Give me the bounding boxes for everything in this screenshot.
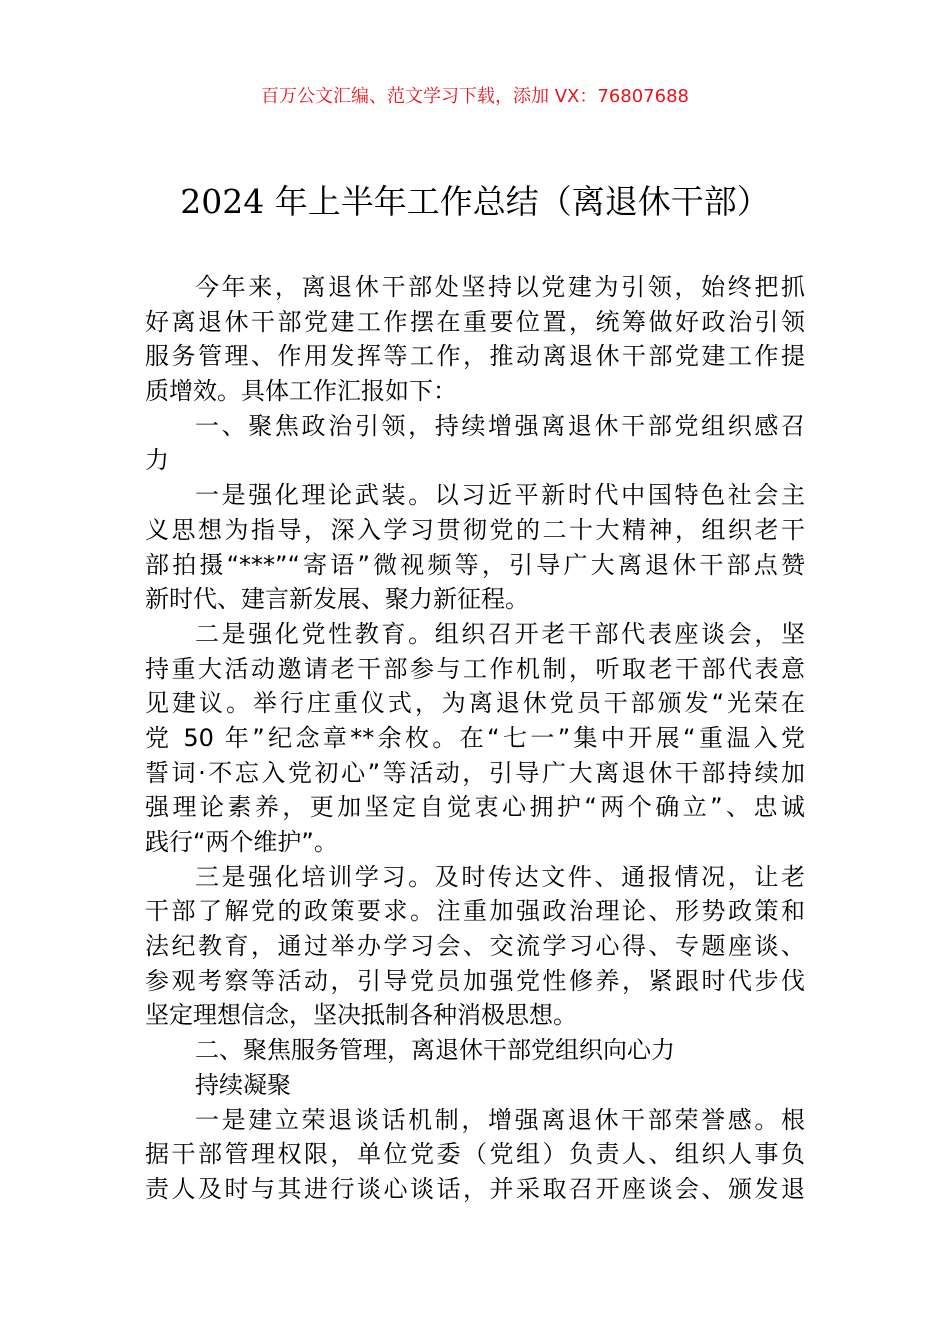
text-line: 干部了解党的政策要求。注重加强政治理论、形势政策和 [145,897,805,926]
text-line: 一是建立荣退谈话机制，增强离退休干部荣誉感。根 [195,1105,805,1134]
text-line: 践行“两个维护”。 [145,828,338,856]
document-body [145,270,805,1207]
text-line: 法纪教育，通过举办学习会、交流学习心得、专题座谈、 [145,932,805,961]
text-line: 力 [145,446,169,475]
text-line: 一、聚焦政治引领，持续增强离退休干部党组织感召 [195,411,805,440]
text-line: 参观考察等活动，引导党员加强党性修养，紧跟时代步伐 [145,966,805,995]
text-line: 誓词·不忘入党初心”等活动，引导广大离退休干部持续加 [145,758,805,787]
text-line: 强理论素养，更加坚定自觉衷心拥护“两个确立”、忠诚 [145,793,805,822]
text-line: 一是强化理论武装。以习近平新时代中国特色社会主 [195,481,805,510]
text-line: 持重大活动邀请老干部参与工作机制，听取老干部代表意 [145,654,805,683]
text-line: 责人及时与其进行谈心谈话，并采取召开座谈会、颁发退 [145,1174,805,1203]
text-line: 持续凝聚 [195,1070,291,1099]
download-banner: 百万公文汇编、范文学习下载，添加 VX：76807688 [261,86,689,107]
text-line: 坚定理想信念，坚决抵制各种消极思想。 [145,1001,577,1030]
document-title: 2024 年上半年工作总结（离退休干部） [180,182,770,221]
text-line: 三是强化培训学习。及时传达文件、通报情况，让老 [195,862,805,891]
text-line: 服务管理、作用发挥等工作，推动离退休干部党建工作提 [145,342,805,371]
text-line: 好离退休干部党建工作摆在重要位置，统筹做好政治引领 [145,307,805,336]
text-line: 据干部管理权限，单位党委（党组）负责人、组织人事负 [145,1140,805,1169]
text-line: 质增效。具体工作汇报如下： [145,377,457,406]
text-line: 党 50 年”纪念章**余枚。在“七一”集中开展“重温入党 [145,723,805,752]
text-line: 二、聚焦服务管理，离退休干部党组织向心力 [195,1036,675,1065]
text-line: 二是强化党性教育。组织召开老干部代表座谈会，坚 [195,619,805,648]
text-line: 见建议。举行庄重仪式，为离退休党员干部颁发“光荣在 [145,689,805,718]
text-line: 今年来，离退休干部处坚持以党建为引领，始终把抓 [195,273,805,301]
text-line: 部拍摄“***”“寄语”微视频等，引导广大离退休干部点赞 [145,550,805,579]
text-line: 新时代、建言新发展、聚力新征程。 [145,585,529,614]
text-line: 义思想为指导，深入学习贯彻党的二十大精神，组织老干 [145,515,805,544]
